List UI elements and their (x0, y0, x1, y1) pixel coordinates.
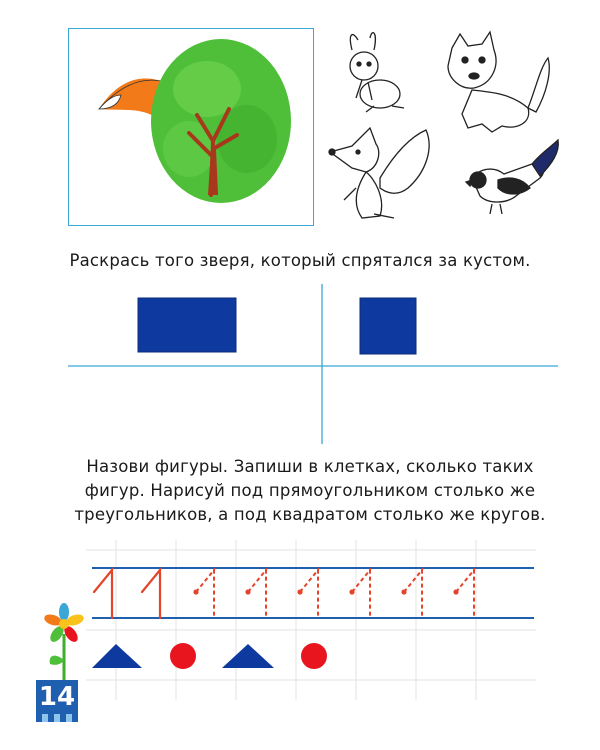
hare-icon (350, 33, 404, 112)
bush-icon (151, 39, 291, 203)
sample-strokes (94, 570, 160, 618)
page-number: 14 (36, 680, 78, 714)
shapes-table (60, 284, 560, 444)
task1-instruction: Раскрась того зверя, который спрятался за кустом. (69, 251, 531, 270)
circle-shape-2 (301, 643, 327, 669)
triangle-shape-2 (222, 644, 274, 668)
bush-picture-frame (68, 28, 314, 226)
tracing-start-dots (193, 589, 458, 594)
rectangle-shape (138, 298, 236, 352)
page-number-checker (36, 714, 78, 722)
task2-instruction-line-1: Назови фигуры. Запиши в клетках, сколько таких (86, 457, 534, 476)
copybook-strip (86, 540, 536, 700)
grid-background (86, 540, 536, 700)
fox-icon (329, 128, 429, 218)
circle-shape-1 (170, 643, 196, 669)
animals-group (322, 28, 562, 224)
wolf-icon (448, 32, 549, 132)
task2-instruction-line-3: треугольников, а под квадратом столько же кругов. (74, 505, 546, 524)
flower-icon (36, 600, 86, 680)
task2-instruction (40, 455, 580, 527)
triangle-shape-1 (92, 644, 142, 668)
square-shape (360, 298, 416, 354)
tracing-strokes (196, 570, 474, 618)
task2-instruction-line-2: фигур. Нарисуй под прямоугольником столько же (84, 481, 536, 500)
bush-scene (69, 29, 313, 225)
magpie-icon (466, 140, 558, 214)
